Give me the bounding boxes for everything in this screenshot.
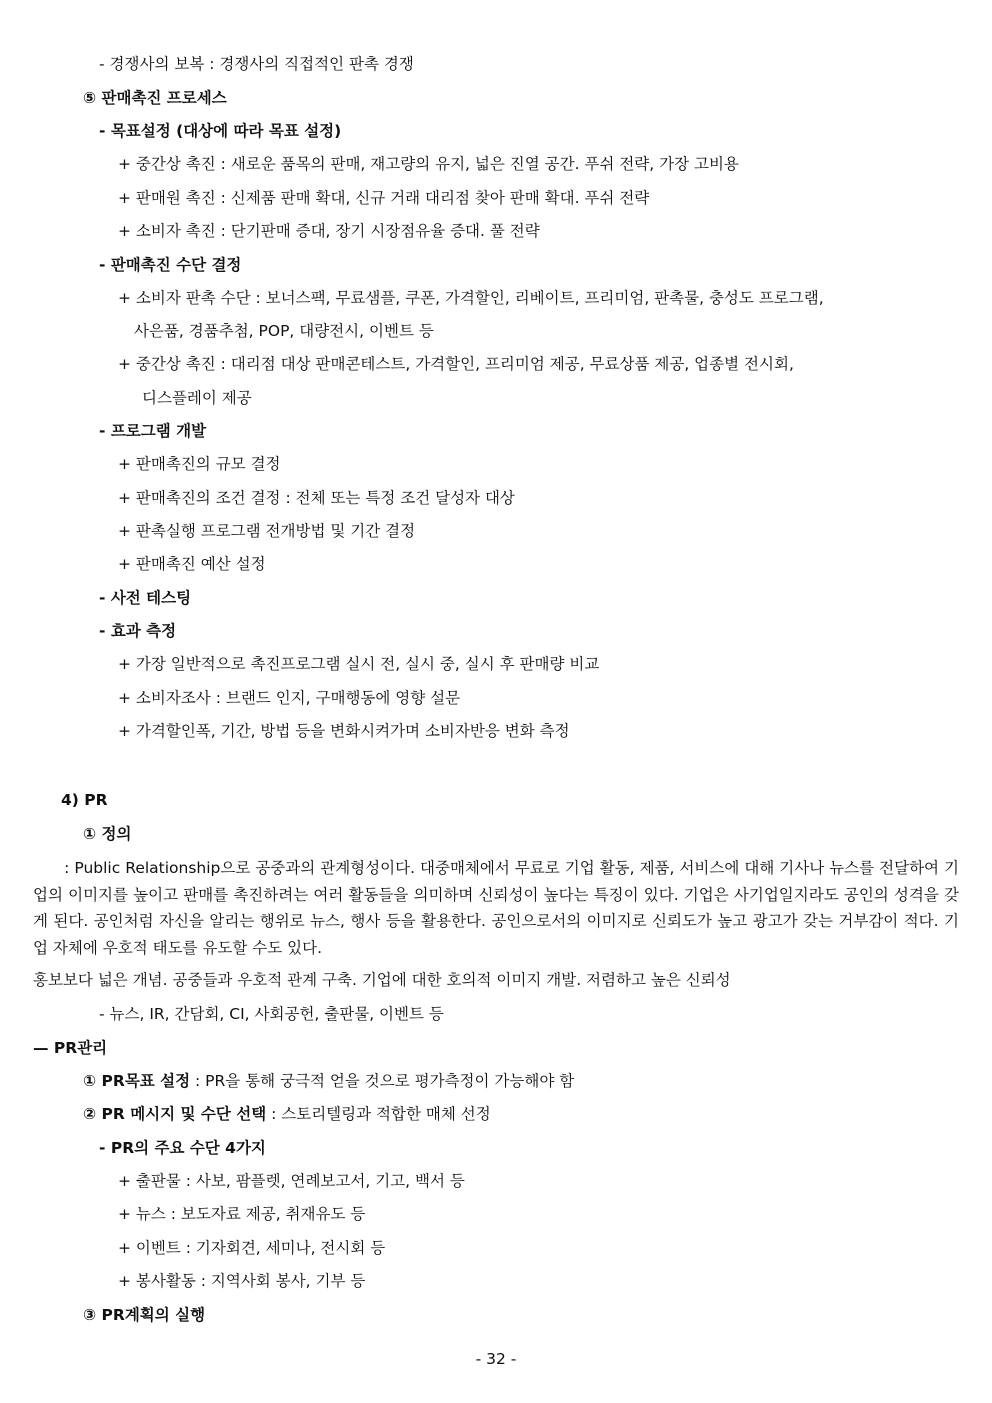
pr-means-heading: - PR의 주요 수단 4가지 (99, 1139, 266, 1157)
pr-means-item-publications: + 출판물 : 사보, 팜플렛, 연례보고서, 기고, 백서 등 (118, 1172, 465, 1190)
pr-examples-line: - 뉴스, IR, 간담회, CI, 사회공헌, 출판물, 이벤트 등 (99, 1005, 444, 1023)
pr-means-item-news: + 뉴스 : 보도자료 제공, 취재유도 등 (118, 1205, 366, 1223)
effect-item-sales-comparison: + 가장 일반적으로 촉진프로그램 실시 전, 실시 중, 실시 후 판매량 비교 (118, 655, 600, 673)
pr-step2-text: : 스토리텔링과 적합한 매체 선정 (266, 1105, 491, 1123)
goal-item-intermediary: + 중간상 촉진 : 새로운 품목의 판매, 재고량의 유지, 넓은 진열 공간. 푸쉬 전략, 가장 고비용 (118, 155, 739, 173)
pr-step2-label: ② PR 메시지 및 수단 선택 (83, 1105, 267, 1123)
means-consumer-line-1: + 소비자 판촉 수단 : 보너스팩, 무료샘플, 쿠폰, 가격할인, 리베이트, 프리미엄, 판촉물, 충성도 프로그램, (118, 289, 824, 307)
program-item-rollout: + 판촉실행 프로그램 전개방법 및 기간 결정 (118, 522, 416, 540)
pr-section-heading: 4) PR (61, 791, 108, 809)
means-consumer-line-2: 사은품, 경품추첨, POP, 대량전시, 이벤트 등 (134, 322, 434, 340)
competitor-retaliation-line: - 경쟁사의 보복 : 경쟁사의 직접적인 판촉 경쟁 (99, 55, 414, 73)
pr-step1-label: ① PR목표 설정 (83, 1072, 191, 1090)
goal-setting-heading: - 목표설정 (대상에 따라 목표 설정) (99, 122, 342, 140)
pr-step3-heading: ③ PR계획의 실행 (83, 1306, 206, 1324)
pr-definition-paragraph: : Public Relationship으로 공중과의 관계형성이다. 대중매체에서 무료로 기업 활동, 제품, 서비스에 대해 기사나 뉴스를 전달하여 기업의 이미지를 높이고 판매를 촉진하려는 여러 활동들을 의미하며 신뢰성이 높다는 특징이 있다. 기업은 사기업일지라도 공인의 성격을 갖게 된다. 공인처럼 자신을 알리는 행위로 뉴스, 행사 등을 활용한다. 공인으로서의 이미지로 신뢰도가 높고 광고가 갖는 거부감이 적다. 기업 자체에 우호적 태도를 유도할 수도 있다. (33, 859, 959, 958)
means-intermediary-line-2: 디스플레이 제공 (142, 389, 252, 407)
program-item-budget: + 판매촉진 예산 설정 (118, 555, 266, 573)
program-item-scale: + 판매촉진의 규모 결정 (118, 455, 281, 473)
goal-item-consumer: + 소비자 촉진 : 단기판매 증대, 장기 시장점유율 증대. 풀 전략 (118, 222, 540, 240)
pr-management-heading: — PR관리 (33, 1039, 108, 1057)
program-development-heading: - 프로그램 개발 (99, 422, 207, 440)
pr-means-item-volunteering: + 봉사활동 : 지역사회 봉사, 기부 등 (118, 1272, 366, 1290)
pr-means-item-events: + 이벤트 : 기자회견, 세미나, 전시회 등 (118, 1239, 386, 1257)
program-item-conditions: + 판매촉진의 조건 결정 : 전체 또는 특정 조건 달성자 대상 (118, 489, 515, 507)
effect-item-variation: + 가격할인폭, 기간, 방법 등을 변화시켜가며 소비자반응 변화 측정 (118, 722, 570, 740)
means-intermediary-line-1: + 중간상 촉진 : 대리점 대상 판매콘테스트, 가격할인, 프리미엄 제공, 무료상품 제공, 업종별 전시회, (118, 355, 794, 373)
goal-item-salesforce: + 판매원 촉진 : 신제품 판매 확대, 신규 거래 대리점 찾아 판매 확대. 푸쉬 전략 (118, 189, 650, 207)
pretest-heading: - 사전 테스팅 (99, 589, 192, 607)
pr-step1-text: : PR을 통해 궁극적 얻을 것으로 평가측정이 가능해야 함 (190, 1072, 575, 1090)
page-number: - 32 - (475, 1350, 517, 1368)
promotion-means-heading: - 판매촉진 수단 결정 (99, 256, 242, 274)
effect-item-survey: + 소비자조사 : 브랜드 인지, 구매행동에 영향 설문 (118, 689, 461, 707)
pr-step2-line (83, 1103, 491, 1125)
effect-measurement-heading: - 효과 측정 (99, 622, 177, 640)
pr-definition-heading: ① 정의 (83, 825, 132, 843)
pr-step1-line (83, 1070, 574, 1092)
pr-summary-line: 홍보보다 넓은 개념. 공중들과 우호적 관계 구축. 기업에 대한 호의적 이미지 개발. 저렴하고 높은 신뢰성 (33, 971, 731, 989)
promotion-process-heading: ⑤ 판매촉진 프로세스 (83, 89, 227, 107)
